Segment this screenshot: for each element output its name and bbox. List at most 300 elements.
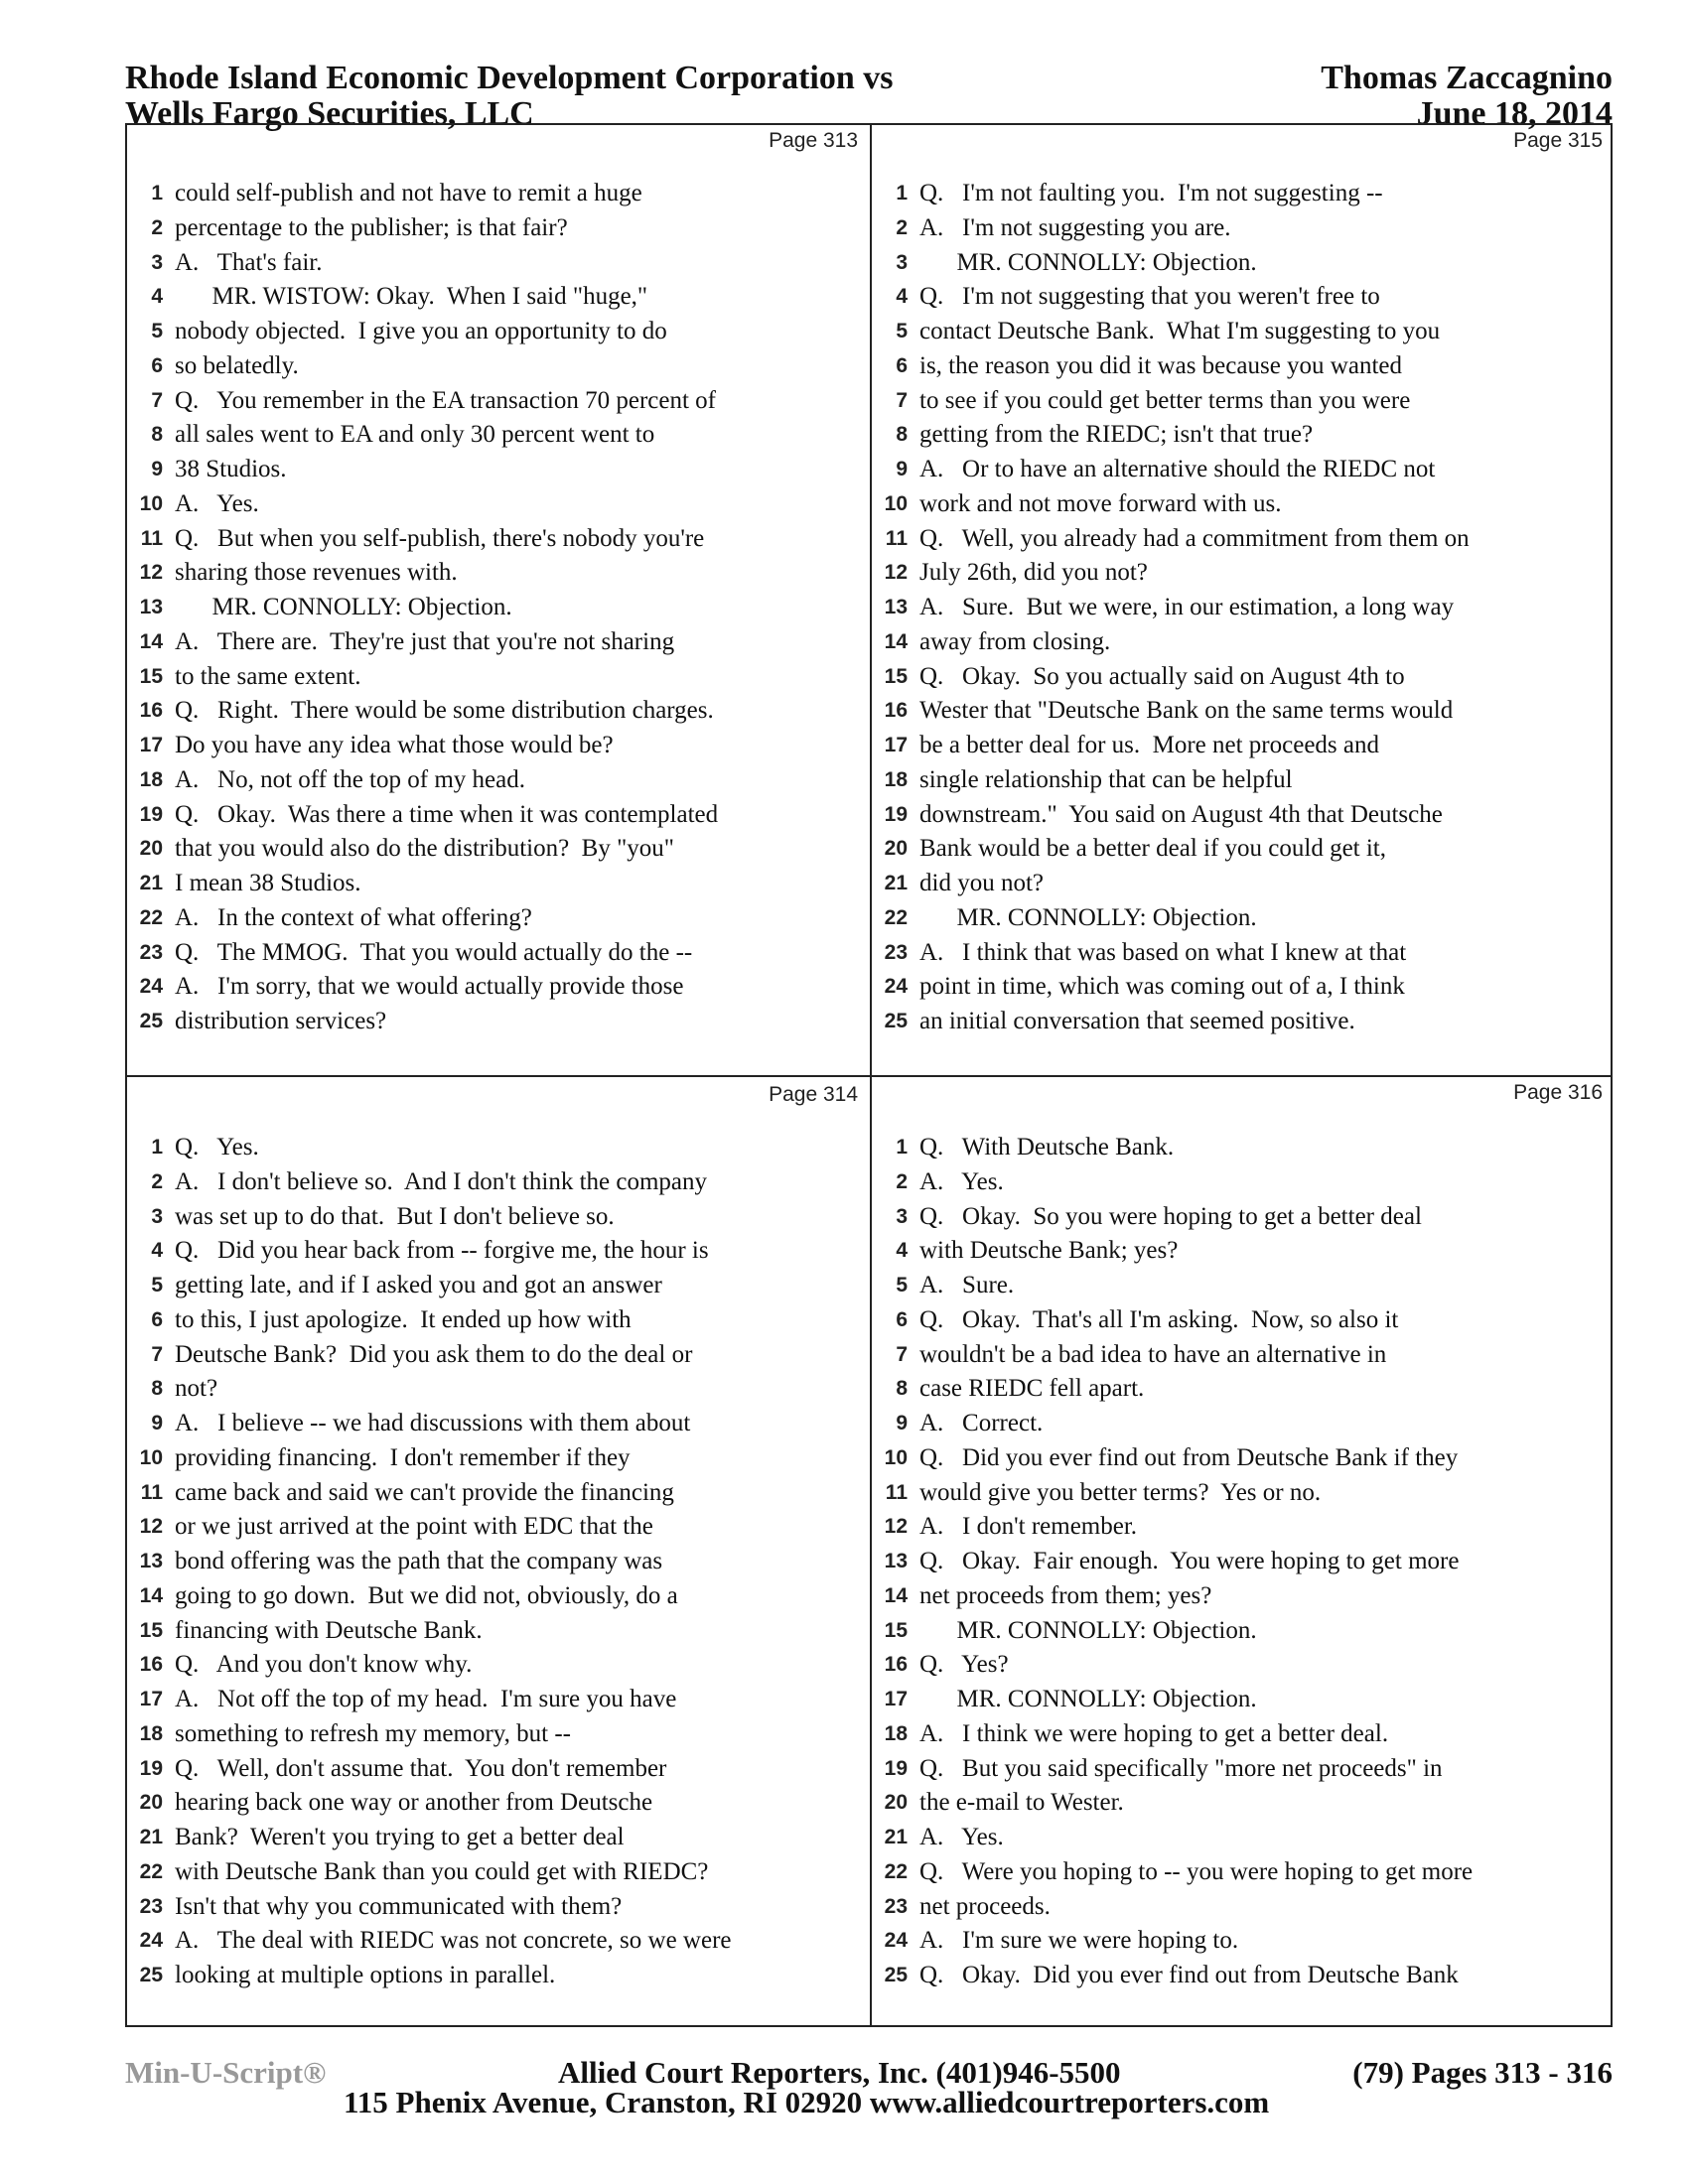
line-number: 11 [885, 526, 908, 550]
transcript-line [127, 1959, 870, 1993]
transcript-line [127, 591, 870, 625]
line-text: bond offering was the path that the company was [175, 1548, 663, 1574]
transcript-line [127, 384, 870, 419]
line-text: July 26th, did you not? [919, 559, 1148, 587]
transcript-line [127, 1545, 870, 1579]
footer-address: 115 Phenix Avenue, Cranston, RI 02920 www.alliedcourtreporters.com [344, 2085, 1270, 2119]
transcript-line [127, 522, 870, 557]
line-text: the e-mail to Wester. [919, 1789, 1124, 1817]
line-number: 18 [139, 1721, 163, 1745]
footer-page-range: (79) Pages 313 - 316 [1352, 2055, 1613, 2090]
transcript-line [127, 246, 870, 281]
line-text: nobody objected. I give you an opportunity to do [175, 318, 667, 344]
line-text: contact Deutsche Bank. What I'm suggesting to you [919, 318, 1441, 344]
line-text: A. I'm not suggesting you are. [919, 213, 1231, 241]
transcript-line [127, 1200, 870, 1235]
line-number: 25 [139, 1964, 163, 1986]
line-text: A. That's fair. [175, 248, 323, 276]
transcript-line [127, 315, 870, 349]
line-text: work and not move forward with us. [919, 489, 1282, 517]
line-text: Bank would be a better deal if you could get it, [919, 835, 1387, 863]
line-text: to see if you could get better terms than you were [919, 386, 1411, 414]
line-text: Q. Right. There would be some distribution charges. [175, 697, 714, 725]
transcript-line [872, 1338, 1615, 1373]
transcript-line [872, 1165, 1615, 1200]
transcript-line [872, 1579, 1615, 1614]
line-number: 14 [139, 1583, 163, 1607]
line-text: all sales went to EA and only 30 percent went to [175, 421, 655, 449]
transcript-line [872, 1924, 1615, 1959]
line-text: with Deutsche Bank; yes? [919, 1237, 1179, 1265]
transcript-line [127, 936, 870, 971]
transcript-line [127, 901, 870, 936]
deposition-date: June 18, 2014 [1416, 95, 1613, 132]
witness-name: Thomas Zaccagnino [1321, 60, 1613, 96]
transcript-line [872, 1545, 1615, 1579]
transcript-line [872, 867, 1615, 901]
transcript-line [127, 694, 870, 729]
page-number: Page 316 [1513, 1081, 1603, 1104]
line-text: Q. I'm not suggesting that you weren't free to [919, 283, 1380, 311]
transcript-line [872, 1959, 1615, 1993]
line-text: Q. Okay. Was there a time when it was contemplated [175, 800, 719, 828]
transcript-line [872, 901, 1615, 936]
line-text: case RIEDC fell apart. [919, 1375, 1145, 1403]
transcript-line [872, 349, 1615, 384]
transcript-line [127, 1338, 870, 1373]
line-number: 10 [884, 491, 908, 515]
transcript-line [127, 1821, 870, 1855]
transcript-grid [125, 123, 1613, 2027]
line-text: that you would also do the distribution? By "you" [175, 835, 675, 863]
transcript-lines [872, 177, 1615, 1039]
line-text: A. Not off the top of my head. I'm sure you have [175, 1686, 677, 1712]
transcript-line [872, 1855, 1615, 1890]
transcript-line [127, 660, 870, 695]
line-number: 24 [884, 1929, 908, 1953]
line-number: 3 [896, 1204, 908, 1228]
line-number: 8 [896, 423, 908, 447]
line-text: financing with Deutsche Bank. [175, 1616, 483, 1644]
transcript-line [127, 1303, 870, 1338]
line-text: was set up to do that. But I don't believe so. [175, 1202, 615, 1230]
line-number: 1 [151, 1136, 163, 1159]
line-text: MR. CONNOLLY: Objection. [919, 903, 1257, 931]
line-text: Q. Well, don't assume that. You don't remember [175, 1754, 667, 1782]
line-text: Q. Okay. Fair enough. You were hoping to get more [919, 1548, 1460, 1574]
page-number: Page 315 [1513, 129, 1603, 152]
transcript-line [127, 729, 870, 763]
line-number: 13 [884, 1550, 908, 1572]
line-number: 11 [885, 1480, 908, 1504]
line-text: Q. I'm not faulting you. I'm not suggesting -- [919, 180, 1383, 206]
transcript-line [872, 1786, 1615, 1821]
line-text: going to go down. But we did not, obviously, do a [175, 1581, 678, 1609]
line-text: MR. WISTOW: Okay. When I said "huge," [175, 283, 648, 311]
line-number: 19 [139, 1756, 163, 1780]
line-number: 24 [139, 975, 163, 999]
line-number: 23 [884, 940, 908, 964]
line-number: 16 [139, 1653, 163, 1677]
line-text: an initial conversation that seemed positive. [919, 1008, 1355, 1034]
line-text: did you not? [919, 870, 1044, 896]
line-text: Q. The MMOG. That you would actually do the -- [175, 938, 693, 966]
line-number: 8 [151, 1377, 163, 1401]
line-text: Wester that "Deutsche Bank on the same terms would [919, 697, 1454, 725]
line-text: Q. Yes? [919, 1651, 1009, 1679]
transcript-line [872, 1200, 1615, 1235]
transcript-line [127, 1407, 870, 1441]
line-text: Q. But when you self-publish, there's nobody you're [175, 524, 705, 552]
line-number: 19 [884, 802, 908, 826]
line-number: 22 [139, 1859, 163, 1883]
line-number: 6 [151, 1307, 163, 1331]
line-number: 6 [896, 353, 908, 377]
transcript-line [127, 556, 870, 591]
line-text: 38 Studios. [175, 456, 287, 482]
transcript-line [127, 1683, 870, 1717]
line-text: to this, I just apologize. It ended up how with [175, 1305, 632, 1333]
transcript-line [872, 384, 1615, 419]
line-text: Q. Did you ever find out from Deutsche Bank if they [919, 1443, 1459, 1471]
line-text: providing financing. I don't remember if they [175, 1443, 631, 1471]
line-number: 12 [139, 561, 163, 585]
line-number: 24 [139, 1929, 163, 1953]
transcript-line [127, 453, 870, 487]
transcript-line [872, 1614, 1615, 1649]
line-number: 19 [139, 802, 163, 826]
line-number: 13 [139, 596, 163, 618]
line-number: 14 [884, 1583, 908, 1607]
line-text: MR. CONNOLLY: Objection. [175, 594, 512, 620]
line-text: Q. Yes. [175, 1134, 259, 1160]
line-number: 21 [884, 1826, 908, 1848]
transcript-line [872, 1407, 1615, 1441]
transcript-line [872, 1510, 1615, 1545]
line-number: 25 [884, 1010, 908, 1032]
line-number: 7 [896, 388, 908, 412]
transcript-line [127, 1648, 870, 1683]
line-text: A. Yes. [919, 1167, 1004, 1195]
transcript-page-315 [872, 125, 1615, 1075]
transcript-line [872, 1441, 1615, 1476]
line-number: 7 [896, 1342, 908, 1366]
line-number: 25 [139, 1010, 163, 1032]
transcript-line [127, 211, 870, 246]
line-text: A. There are. They're just that you're not sharing [175, 627, 675, 655]
line-number: 21 [884, 872, 908, 894]
line-text: Q. Well, you already had a commitment from them on [919, 524, 1470, 552]
line-text: not? [175, 1375, 218, 1403]
line-text: Q. You remember in the EA transaction 70 percent of [175, 386, 717, 414]
line-text: something to refresh my memory, but -- [175, 1719, 571, 1747]
line-text: Q. Okay. Did you ever find out from Deutsche Bank [919, 1962, 1459, 1988]
line-text: getting late, and if I asked you and got an answer [175, 1272, 662, 1298]
line-number: 16 [139, 699, 163, 723]
transcript-page-313 [127, 125, 870, 1075]
transcript-line [127, 1752, 870, 1787]
line-number: 6 [896, 1307, 908, 1331]
line-text: MR. CONNOLLY: Objection. [919, 1616, 1257, 1644]
line-text: net proceeds. [919, 1892, 1051, 1920]
line-text: is, the reason you did it was because you wanted [919, 351, 1402, 379]
line-number: 5 [151, 320, 163, 342]
line-text: percentage to the publisher; is that fair? [175, 213, 568, 241]
transcript-line [872, 1683, 1615, 1717]
transcript-line [127, 625, 870, 660]
transcript-line [872, 936, 1615, 971]
line-text: be a better deal for us. More net proceeds and [919, 732, 1380, 758]
line-number: 14 [139, 629, 163, 653]
line-text: Q. Okay. That's all I'm asking. Now, so also it [919, 1305, 1399, 1333]
transcript-lines [127, 1131, 870, 1993]
line-number: 11 [140, 1480, 163, 1504]
transcript-line [127, 1131, 870, 1165]
line-text: A. Sure. But we were, in our estimation, a long way [919, 594, 1455, 620]
line-text: Q. Okay. So you actually said on August 4th to [919, 662, 1405, 690]
line-number: 14 [884, 629, 908, 653]
transcript-line [872, 1752, 1615, 1787]
transcript-line [127, 1579, 870, 1614]
transcript-line [872, 211, 1615, 246]
transcript-line [127, 1269, 870, 1303]
line-number: 3 [896, 250, 908, 274]
line-number: 13 [139, 1550, 163, 1572]
line-text: Q. Did you hear back from -- forgive me, the hour is [175, 1237, 709, 1265]
line-number: 9 [151, 1412, 163, 1434]
line-number: 12 [884, 561, 908, 585]
transcript-line [127, 1476, 870, 1511]
transcript-line [127, 349, 870, 384]
line-number: 3 [151, 250, 163, 274]
line-number: 18 [139, 767, 163, 791]
line-number: 5 [896, 320, 908, 342]
line-text: A. Yes. [175, 489, 259, 517]
line-number: 22 [884, 905, 908, 929]
line-text: single relationship that can be helpful [919, 765, 1293, 793]
transcript-line [127, 832, 870, 867]
transcript-line [127, 1717, 870, 1752]
line-number: 20 [884, 837, 908, 861]
line-text: Isn't that why you communicated with them? [175, 1892, 623, 1920]
line-number: 19 [884, 1756, 908, 1780]
line-number: 1 [896, 182, 908, 205]
transcript-line [872, 1269, 1615, 1303]
line-text: or we just arrived at the point with EDC that the [175, 1513, 653, 1541]
line-number: 20 [884, 1791, 908, 1815]
line-text: Q. Okay. So you were hoping to get a better deal [919, 1202, 1422, 1230]
line-number: 20 [139, 1791, 163, 1815]
page-number: Page 314 [769, 1083, 858, 1106]
line-number: 18 [884, 1721, 908, 1745]
transcript-line [127, 970, 870, 1005]
transcript-line [872, 315, 1615, 349]
line-number: 11 [140, 526, 163, 550]
transcript-line [872, 487, 1615, 522]
line-number: 13 [884, 596, 908, 618]
footer-brand: Min-U-Script® [125, 2055, 327, 2090]
transcript-line [872, 246, 1615, 281]
transcript-line [127, 1165, 870, 1200]
line-text: A. I believe -- we had discussions with them about [175, 1410, 691, 1436]
line-text: away from closing. [919, 627, 1111, 655]
case-caption-line-1: Rhode Island Economic Development Corporation vs [125, 60, 894, 96]
line-number: 2 [151, 215, 163, 239]
line-number: 18 [884, 767, 908, 791]
line-text: A. I'm sure we were hoping to. [919, 1927, 1239, 1955]
line-text: A. I think that was based on what I knew at that [919, 938, 1407, 966]
transcript-line [872, 832, 1615, 867]
transcript-line [872, 694, 1615, 729]
line-text: Do you have any idea what those would be? [175, 732, 614, 758]
line-number: 3 [151, 1204, 163, 1228]
line-number: 7 [151, 1342, 163, 1366]
line-number: 22 [139, 905, 163, 929]
transcript-line [872, 1476, 1615, 1511]
line-number: 17 [884, 1688, 908, 1710]
line-number: 22 [884, 1859, 908, 1883]
line-text: Q. Were you hoping to -- you were hoping to get more [919, 1857, 1474, 1885]
line-number: 6 [151, 353, 163, 377]
transcript-line [127, 1005, 870, 1039]
line-number: 9 [896, 458, 908, 480]
line-text: A. Or to have an alternative should the RIEDC not [919, 456, 1436, 482]
transcript-line [872, 1303, 1615, 1338]
line-text: net proceeds from them; yes? [919, 1581, 1212, 1609]
line-number: 21 [139, 872, 163, 894]
line-number: 25 [884, 1964, 908, 1986]
transcript-line [872, 660, 1615, 695]
line-number: 12 [884, 1515, 908, 1539]
transcript-line [127, 1510, 870, 1545]
line-text: A. I don't believe so. And I don't think the company [175, 1167, 708, 1195]
line-number: 15 [884, 664, 908, 688]
line-number: 17 [139, 734, 163, 756]
transcript-line [872, 418, 1615, 453]
transcript-line [127, 1234, 870, 1269]
line-number: 23 [139, 1894, 163, 1918]
line-text: hearing back one way or another from Deutsche [175, 1789, 653, 1817]
line-number: 15 [139, 664, 163, 688]
line-text: Q. But you said specifically "more net proceeds" in [919, 1754, 1443, 1782]
line-text: Q. And you don't know why. [175, 1651, 473, 1679]
line-text: looking at multiple options in parallel. [175, 1962, 556, 1988]
line-text: A. No, not off the top of my head. [175, 765, 525, 793]
transcript-line [872, 177, 1615, 211]
transcript-line [872, 556, 1615, 591]
transcript-line [127, 1924, 870, 1959]
line-number: 8 [151, 423, 163, 447]
line-text: A. Yes. [919, 1824, 1004, 1850]
line-text: wouldn't be a bad idea to have an alternative in [919, 1340, 1387, 1368]
transcript-line [872, 970, 1615, 1005]
line-text: came back and said we can't provide the financing [175, 1478, 674, 1506]
line-text: Deutsche Bank? Did you ask them to do the deal or [175, 1340, 693, 1368]
line-number: 2 [151, 1169, 163, 1193]
transcript-line [127, 1441, 870, 1476]
line-number: 4 [896, 285, 908, 309]
transcript-line [872, 591, 1615, 625]
line-number: 1 [151, 182, 163, 205]
line-number: 9 [896, 1412, 908, 1434]
line-text: A. I'm sorry, that we would actually provide those [175, 973, 684, 1001]
transcript-line [872, 763, 1615, 798]
line-text: A. Sure. [919, 1272, 1015, 1298]
page-number: Page 313 [769, 129, 858, 152]
line-number: 2 [896, 215, 908, 239]
transcript-line [127, 487, 870, 522]
transcript-page-314 [127, 1077, 870, 2027]
transcript-line [872, 522, 1615, 557]
transcript-line [872, 625, 1615, 660]
transcript-line [127, 1855, 870, 1890]
transcript-line [127, 763, 870, 798]
line-text: distribution services? [175, 1008, 387, 1034]
transcript-line [127, 177, 870, 211]
line-text: downstream." You said on August 4th that Deutsche [919, 800, 1443, 828]
line-number: 12 [139, 1515, 163, 1539]
line-text: A. I don't remember. [919, 1513, 1138, 1541]
transcript-line [872, 1131, 1615, 1165]
transcript-line [127, 798, 870, 833]
transcript-page-316 [872, 1077, 1615, 2027]
line-text: to the same extent. [175, 662, 361, 690]
transcript-line [872, 729, 1615, 763]
case-caption-line-2: Wells Fargo Securities, LLC [125, 95, 534, 132]
transcript-line [127, 1786, 870, 1821]
transcript-line [872, 1234, 1615, 1269]
transcript-line [127, 418, 870, 453]
line-text: Bank? Weren't you trying to get a better deal [175, 1824, 625, 1850]
line-number: 21 [139, 1826, 163, 1848]
line-number: 15 [884, 1618, 908, 1642]
line-number: 20 [139, 837, 163, 861]
transcript-line [872, 453, 1615, 487]
transcript-line [872, 1717, 1615, 1752]
line-text: A. Correct. [919, 1410, 1044, 1436]
line-text: MR. CONNOLLY: Objection. [919, 1686, 1257, 1712]
line-number: 4 [896, 1239, 908, 1263]
line-text: getting from the RIEDC; isn't that true? [919, 421, 1314, 449]
footer-company: Allied Court Reporters, Inc. (401)946-5500 [558, 2055, 1121, 2090]
line-text: with Deutsche Bank than you could get with RIEDC? [175, 1857, 709, 1885]
transcript-lines [872, 1131, 1615, 1993]
line-text: could self-publish and not have to remit a huge [175, 180, 642, 206]
line-number: 15 [139, 1618, 163, 1642]
transcript-line [127, 1372, 870, 1407]
line-number: 24 [884, 975, 908, 999]
transcript-line [127, 867, 870, 901]
line-text: MR. CONNOLLY: Objection. [919, 248, 1257, 276]
line-text: A. The deal with RIEDC was not concrete, so we were [175, 1927, 732, 1955]
line-number: 16 [884, 1653, 908, 1677]
transcript-line [872, 798, 1615, 833]
line-text: A. In the context of what offering? [175, 903, 532, 931]
transcript-lines [127, 177, 870, 1039]
line-number: 10 [884, 1445, 908, 1469]
transcript-line [127, 1890, 870, 1925]
line-number: 5 [151, 1274, 163, 1297]
line-number: 10 [139, 1445, 163, 1469]
transcript-line [872, 1821, 1615, 1855]
line-number: 8 [896, 1377, 908, 1401]
line-number: 17 [139, 1688, 163, 1710]
line-text: would give you better terms? Yes or no. [919, 1478, 1322, 1506]
transcript-line [872, 1372, 1615, 1407]
line-text: point in time, which was coming out of a, I think [919, 973, 1405, 1001]
transcript-line [872, 280, 1615, 315]
line-text: A. I think we were hoping to get a better deal. [919, 1719, 1389, 1747]
